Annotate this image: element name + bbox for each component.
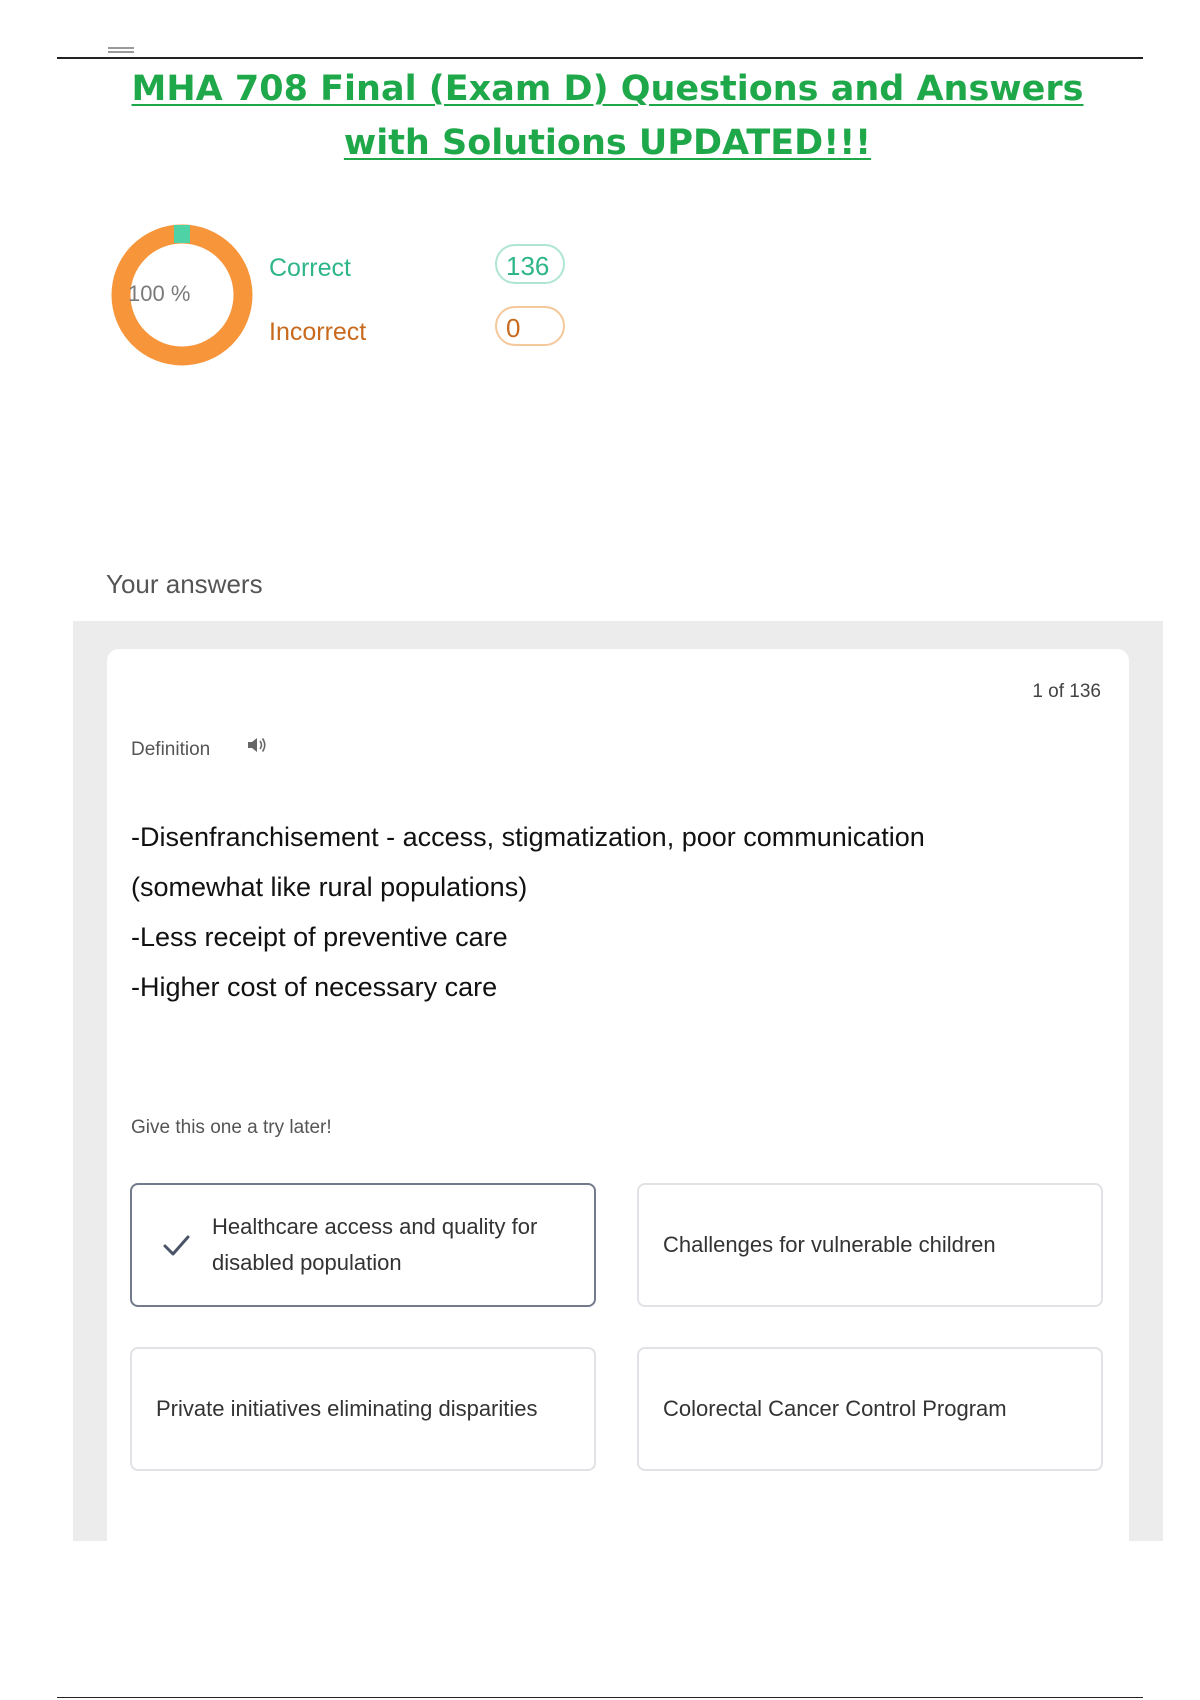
definition-line: -Disenfranchisement - access, stigmatization, poor communication xyxy=(131,822,925,852)
speaker-icon[interactable] xyxy=(246,735,268,755)
answer-option-label: Colorectal Cancer Control Program xyxy=(663,1396,1007,1421)
term-label: Definition xyxy=(131,739,211,760)
try-later-hint: Give this one a try later! xyxy=(131,1117,332,1138)
definition-line: -Less receipt of preventive care xyxy=(131,922,508,952)
answer-option-label: Healthcare access and quality for disabled population xyxy=(212,1214,538,1275)
incorrect-label: Incorrect xyxy=(269,318,367,346)
answer-option-label: Challenges for vulnerable children xyxy=(663,1232,996,1257)
answer-option-4[interactable] xyxy=(637,1347,1103,1471)
definition-line: -Higher cost of necessary care xyxy=(131,972,498,1002)
title-line-1: MHA 708 Final (Exam D) Questions and Answers xyxy=(131,69,1084,109)
score-percent: 100 % xyxy=(128,281,191,306)
answer-option-3[interactable] xyxy=(130,1347,596,1471)
bottom-rule xyxy=(57,1697,1143,1698)
score-ring-marker xyxy=(174,225,190,243)
definition-line: (somewhat like rural populations) xyxy=(131,872,528,902)
answers-heading: Your answers xyxy=(106,569,263,599)
answer-option-label: Private initiatives eliminating disparities xyxy=(156,1396,538,1421)
correct-label: Correct xyxy=(269,254,351,282)
definition-text xyxy=(131,812,1091,1012)
title-line-2: with Solutions UPDATED!!! xyxy=(343,123,872,163)
document-title xyxy=(0,62,1200,170)
answer-option-1[interactable] xyxy=(130,1183,596,1307)
check-icon xyxy=(160,1229,192,1261)
menu-icon xyxy=(108,47,134,55)
answer-option-2[interactable] xyxy=(637,1183,1103,1307)
flashcard xyxy=(107,649,1129,1541)
top-rule xyxy=(57,57,1143,59)
incorrect-count-badge: 0 xyxy=(495,306,565,346)
card-counter: 1 of 136 xyxy=(1032,681,1101,702)
correct-count-badge: 136 xyxy=(495,244,565,284)
